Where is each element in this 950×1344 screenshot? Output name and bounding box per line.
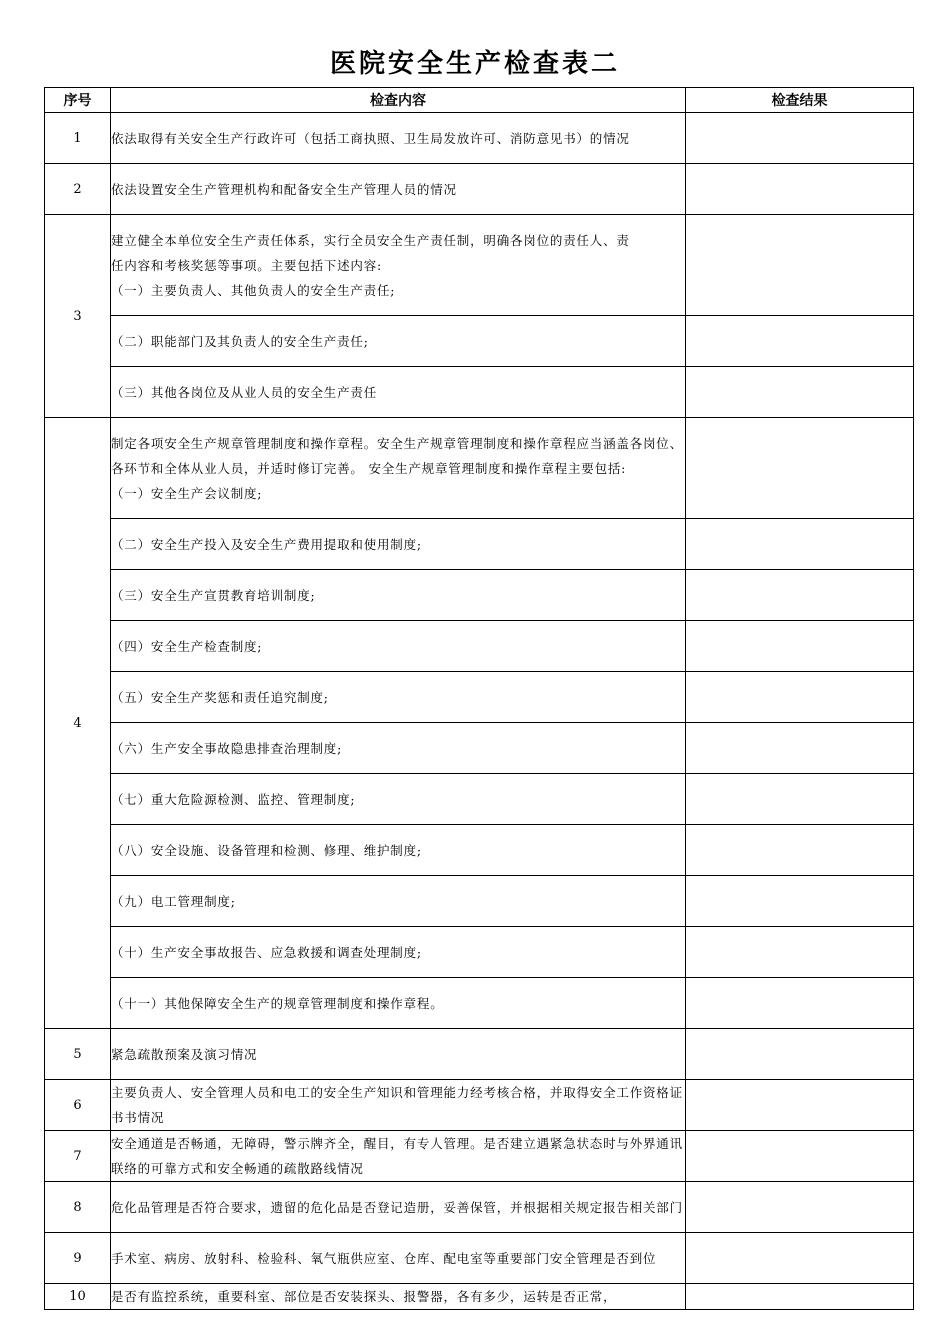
table-row [45, 215, 914, 316]
row-number: 5 [45, 1029, 111, 1080]
row-content: （九）电工管理制度; [111, 876, 686, 927]
document-title: 医院安全生产检查表二 [329, 49, 620, 79]
row-content: （十）生产安全事故报告、应急救援和调查处理制度; [111, 927, 686, 978]
row-number: 1 [45, 113, 111, 164]
table-row [45, 164, 914, 215]
table-row [45, 1131, 914, 1182]
table-row [45, 418, 914, 519]
inspection-table [44, 87, 914, 1310]
result-cell[interactable] [686, 519, 914, 570]
result-cell[interactable] [686, 113, 914, 164]
content-line: 制定各项安全生产规章管理制度和操作章程。安全生产规章管理制度和操作章程应当涵盖各岗位、各环节和全体从业人员，并适时修订完善。 安全生产规章管理制度和操作章程主要包括: [111, 435, 683, 476]
row-content: （二）安全生产投入及安全生产费用提取和使用制度; [111, 519, 686, 570]
result-cell[interactable] [686, 1131, 914, 1182]
row-content: （十一）其他保障安全生产的规章管理制度和操作章程。 [111, 978, 686, 1029]
row-content: （八）安全设施、设备管理和检测、修理、维护制度; [111, 825, 686, 876]
header-row [45, 88, 914, 113]
row-content: 主要负责人、安全管理人员和电工的安全生产知识和管理能力经考核合格，并取得安全工作资格证书书情况 [111, 1080, 686, 1131]
table-row [45, 825, 914, 876]
table-row [45, 876, 914, 927]
row-content: （四）安全生产检查制度; [111, 621, 686, 672]
row-content: 安全通道是否畅通，无障碍，警示牌齐全，醒目，有专人管理。是否建立遇紧急状态时与外界通讯联络的可靠方式和安全畅通的疏散路线情况 [111, 1131, 686, 1182]
result-cell[interactable] [686, 672, 914, 723]
table-row [45, 316, 914, 367]
content-line: （一）主要负责人、其他负责人的安全生产责任; [111, 282, 396, 298]
table-row [45, 1029, 914, 1080]
table-row [45, 519, 914, 570]
result-cell[interactable] [686, 621, 914, 672]
row-content: （三）其他各岗位及从业人员的安全生产责任 [111, 367, 686, 418]
table-row [45, 978, 914, 1029]
content-line: 任内容和考核奖惩等事项。主要包括下述内容: [111, 257, 383, 273]
content-line: 建立健全本单位安全生产责任体系，实行全员安全生产责任制，明确各岗位的责任人、责 [111, 232, 630, 248]
table-row [45, 927, 914, 978]
result-cell[interactable] [686, 164, 914, 215]
table-row [45, 1284, 914, 1310]
table-row [45, 367, 914, 418]
result-cell[interactable] [686, 215, 914, 316]
result-cell[interactable] [686, 723, 914, 774]
row-number: 4 [45, 418, 111, 1029]
row-number: 3 [45, 215, 111, 418]
row-content: 依法设置安全生产管理机构和配备安全生产管理人员的情况 [111, 164, 686, 215]
row-content: 是否有监控系统，重要科室、部位是否安装探头、报警器，各有多少，运转是否正常， [111, 1284, 686, 1310]
result-cell[interactable] [686, 927, 914, 978]
table-row [45, 723, 914, 774]
row-content: 危化品管理是否符合要求，遗留的危化品是否登记造册，妥善保管，并根据相关规定报告相关部门 [111, 1182, 686, 1233]
row-number: 7 [45, 1131, 111, 1182]
row-content: （二）职能部门及其负责人的安全生产责任; [111, 316, 686, 367]
table-row [45, 621, 914, 672]
row-content [111, 418, 686, 519]
result-cell[interactable] [686, 825, 914, 876]
content-line: （一）安全生产会议制度; [111, 485, 263, 501]
result-cell[interactable] [686, 774, 914, 825]
header-result: 检查结果 [686, 88, 914, 113]
row-content: （三）安全生产宣贯教育培训制度; [111, 570, 686, 621]
result-cell[interactable] [686, 1080, 914, 1131]
header-content: 检查内容 [111, 88, 686, 113]
row-number: 8 [45, 1182, 111, 1233]
table-row [45, 1233, 914, 1284]
result-cell[interactable] [686, 418, 914, 519]
row-number: 9 [45, 1233, 111, 1284]
row-content [111, 215, 686, 316]
result-cell[interactable] [686, 316, 914, 367]
table-row [45, 672, 914, 723]
row-number: 6 [45, 1080, 111, 1131]
result-cell[interactable] [686, 1182, 914, 1233]
header-num: 序号 [45, 88, 111, 113]
table-row [45, 1080, 914, 1131]
table-row [45, 774, 914, 825]
row-content: 紧急疏散预案及演习情况 [111, 1029, 686, 1080]
row-content: 依法取得有关安全生产行政许可（包括工商执照、卫生局发放许可、消防意见书）的情况 [111, 113, 686, 164]
result-cell[interactable] [686, 1233, 914, 1284]
table-row [45, 570, 914, 621]
row-content: （六）生产安全事故隐患排查治理制度; [111, 723, 686, 774]
result-cell[interactable] [686, 876, 914, 927]
row-content: （七）重大危险源检测、监控、管理制度; [111, 774, 686, 825]
result-cell[interactable] [686, 367, 914, 418]
row-content: （五）安全生产奖惩和责任追究制度; [111, 672, 686, 723]
result-cell[interactable] [686, 1284, 914, 1310]
row-number: 2 [45, 164, 111, 215]
result-cell[interactable] [686, 570, 914, 621]
row-number: 10 [45, 1284, 111, 1310]
table-row [45, 1182, 914, 1233]
result-cell[interactable] [686, 978, 914, 1029]
result-cell[interactable] [686, 1029, 914, 1080]
table-row [45, 113, 914, 164]
row-content: 手术室、病房、放射科、检验科、氧气瓶供应室、仓库、配电室等重要部门安全管理是否到位 [111, 1233, 686, 1284]
